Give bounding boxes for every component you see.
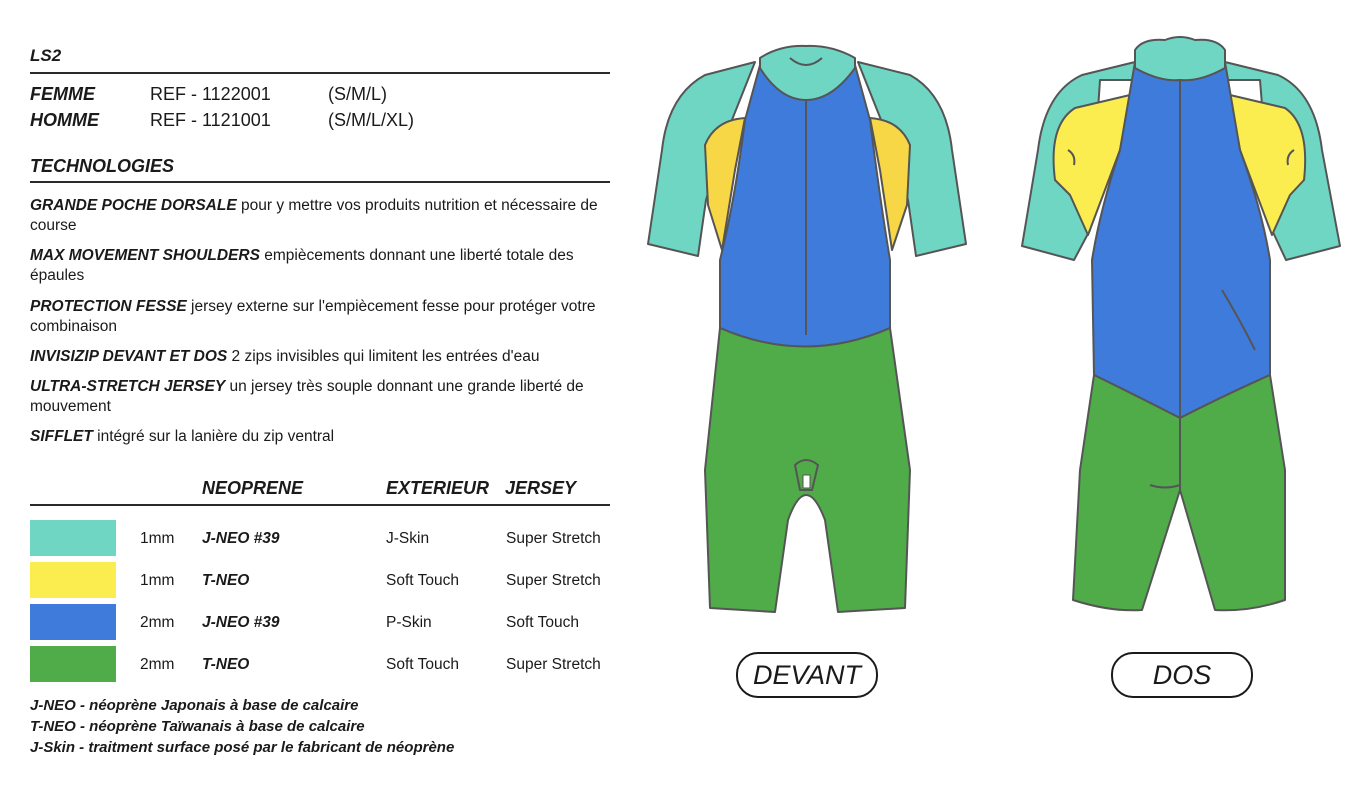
ref-code: REF - 1121001 <box>150 110 271 130</box>
color-swatch <box>30 604 116 640</box>
divider <box>30 504 610 506</box>
size-range: (S/M/L/XL) <box>328 110 415 130</box>
column-header-exterieur: EXTERIEUR <box>386 478 490 498</box>
jersey: Super Stretch <box>506 656 601 673</box>
tech-desc: 2 zips invisibles qui limitent les entrées d'eau <box>227 348 540 365</box>
tech-name: MAX MOVEMENT SHOULDERS <box>30 247 260 264</box>
tech-item <box>30 347 630 367</box>
glossary-note: J-Skin - traitment surface posé par le fabricant de néoprène <box>30 739 455 756</box>
jersey: Super Stretch <box>506 530 601 547</box>
color-swatch <box>30 646 116 682</box>
thickness: 2mm <box>140 614 175 631</box>
neoprene-type: J-NEO #39 <box>202 530 280 547</box>
tech-desc: empiècements donnant une liberté totale des épaules <box>30 247 574 284</box>
tech-desc: intégré sur la lanière du zip ventral <box>92 428 335 445</box>
tech-name: SIFFLET <box>30 428 93 445</box>
wetsuit-back-illustration <box>1015 30 1345 630</box>
exterieur: Soft Touch <box>386 572 459 589</box>
neoprene-type: T-NEO <box>202 656 250 673</box>
exterieur: J-Skin <box>386 530 430 547</box>
tech-item <box>30 297 630 337</box>
divider <box>30 72 610 74</box>
wetsuit-front-illustration <box>640 40 980 630</box>
technologies-title: TECHNOLOGIES <box>30 156 175 176</box>
thickness: 2mm <box>140 656 175 673</box>
tech-desc: pour y mettre vos produits nutrition et nécessaire de course <box>30 197 598 234</box>
tech-desc: jersey externe sur l'empiècement fesse pour protéger votre combinaison <box>30 298 596 335</box>
jersey: Super Stretch <box>506 572 601 589</box>
column-header-neoprene: NEOPRENE <box>202 478 304 498</box>
jersey: Soft Touch <box>506 614 579 631</box>
tech-item <box>30 196 630 236</box>
tech-item <box>30 246 630 286</box>
color-swatch <box>30 520 116 556</box>
glossary-note: T-NEO - néoprène Taïwanais à base de calcaire <box>30 718 365 735</box>
tech-name: ULTRA-STRETCH JERSEY <box>30 378 226 395</box>
gender-label: FEMME <box>30 84 95 104</box>
neoprene-type: J-NEO #39 <box>202 614 280 631</box>
tech-item <box>30 377 630 417</box>
size-range: (S/M/L) <box>328 84 388 104</box>
gender-label: HOMME <box>30 110 99 130</box>
color-swatch <box>30 562 116 598</box>
tech-name: PROTECTION FESSE <box>30 298 187 315</box>
exterieur: Soft Touch <box>386 656 459 673</box>
thickness: 1mm <box>140 572 175 589</box>
tech-desc: un jersey très souple donnant une grande liberté de mouvement <box>30 378 584 415</box>
neoprene-type: T-NEO <box>202 572 250 589</box>
thickness: 1mm <box>140 530 175 547</box>
tech-name: INVISIZIP DEVANT ET DOS <box>30 348 228 365</box>
tech-name: GRANDE POCHE DORSALE <box>30 197 237 214</box>
divider <box>30 181 610 183</box>
model-name: LS2 <box>30 46 62 65</box>
exterieur: P-Skin <box>386 614 432 631</box>
glossary-note: J-NEO - néoprène Japonais à base de calcaire <box>30 697 359 714</box>
view-label-back: DOS <box>1111 652 1253 698</box>
view-label-front: DEVANT <box>736 652 878 698</box>
tech-item <box>30 427 630 447</box>
column-header-jersey: JERSEY <box>505 478 577 498</box>
ref-code: REF - 1122001 <box>150 84 271 104</box>
